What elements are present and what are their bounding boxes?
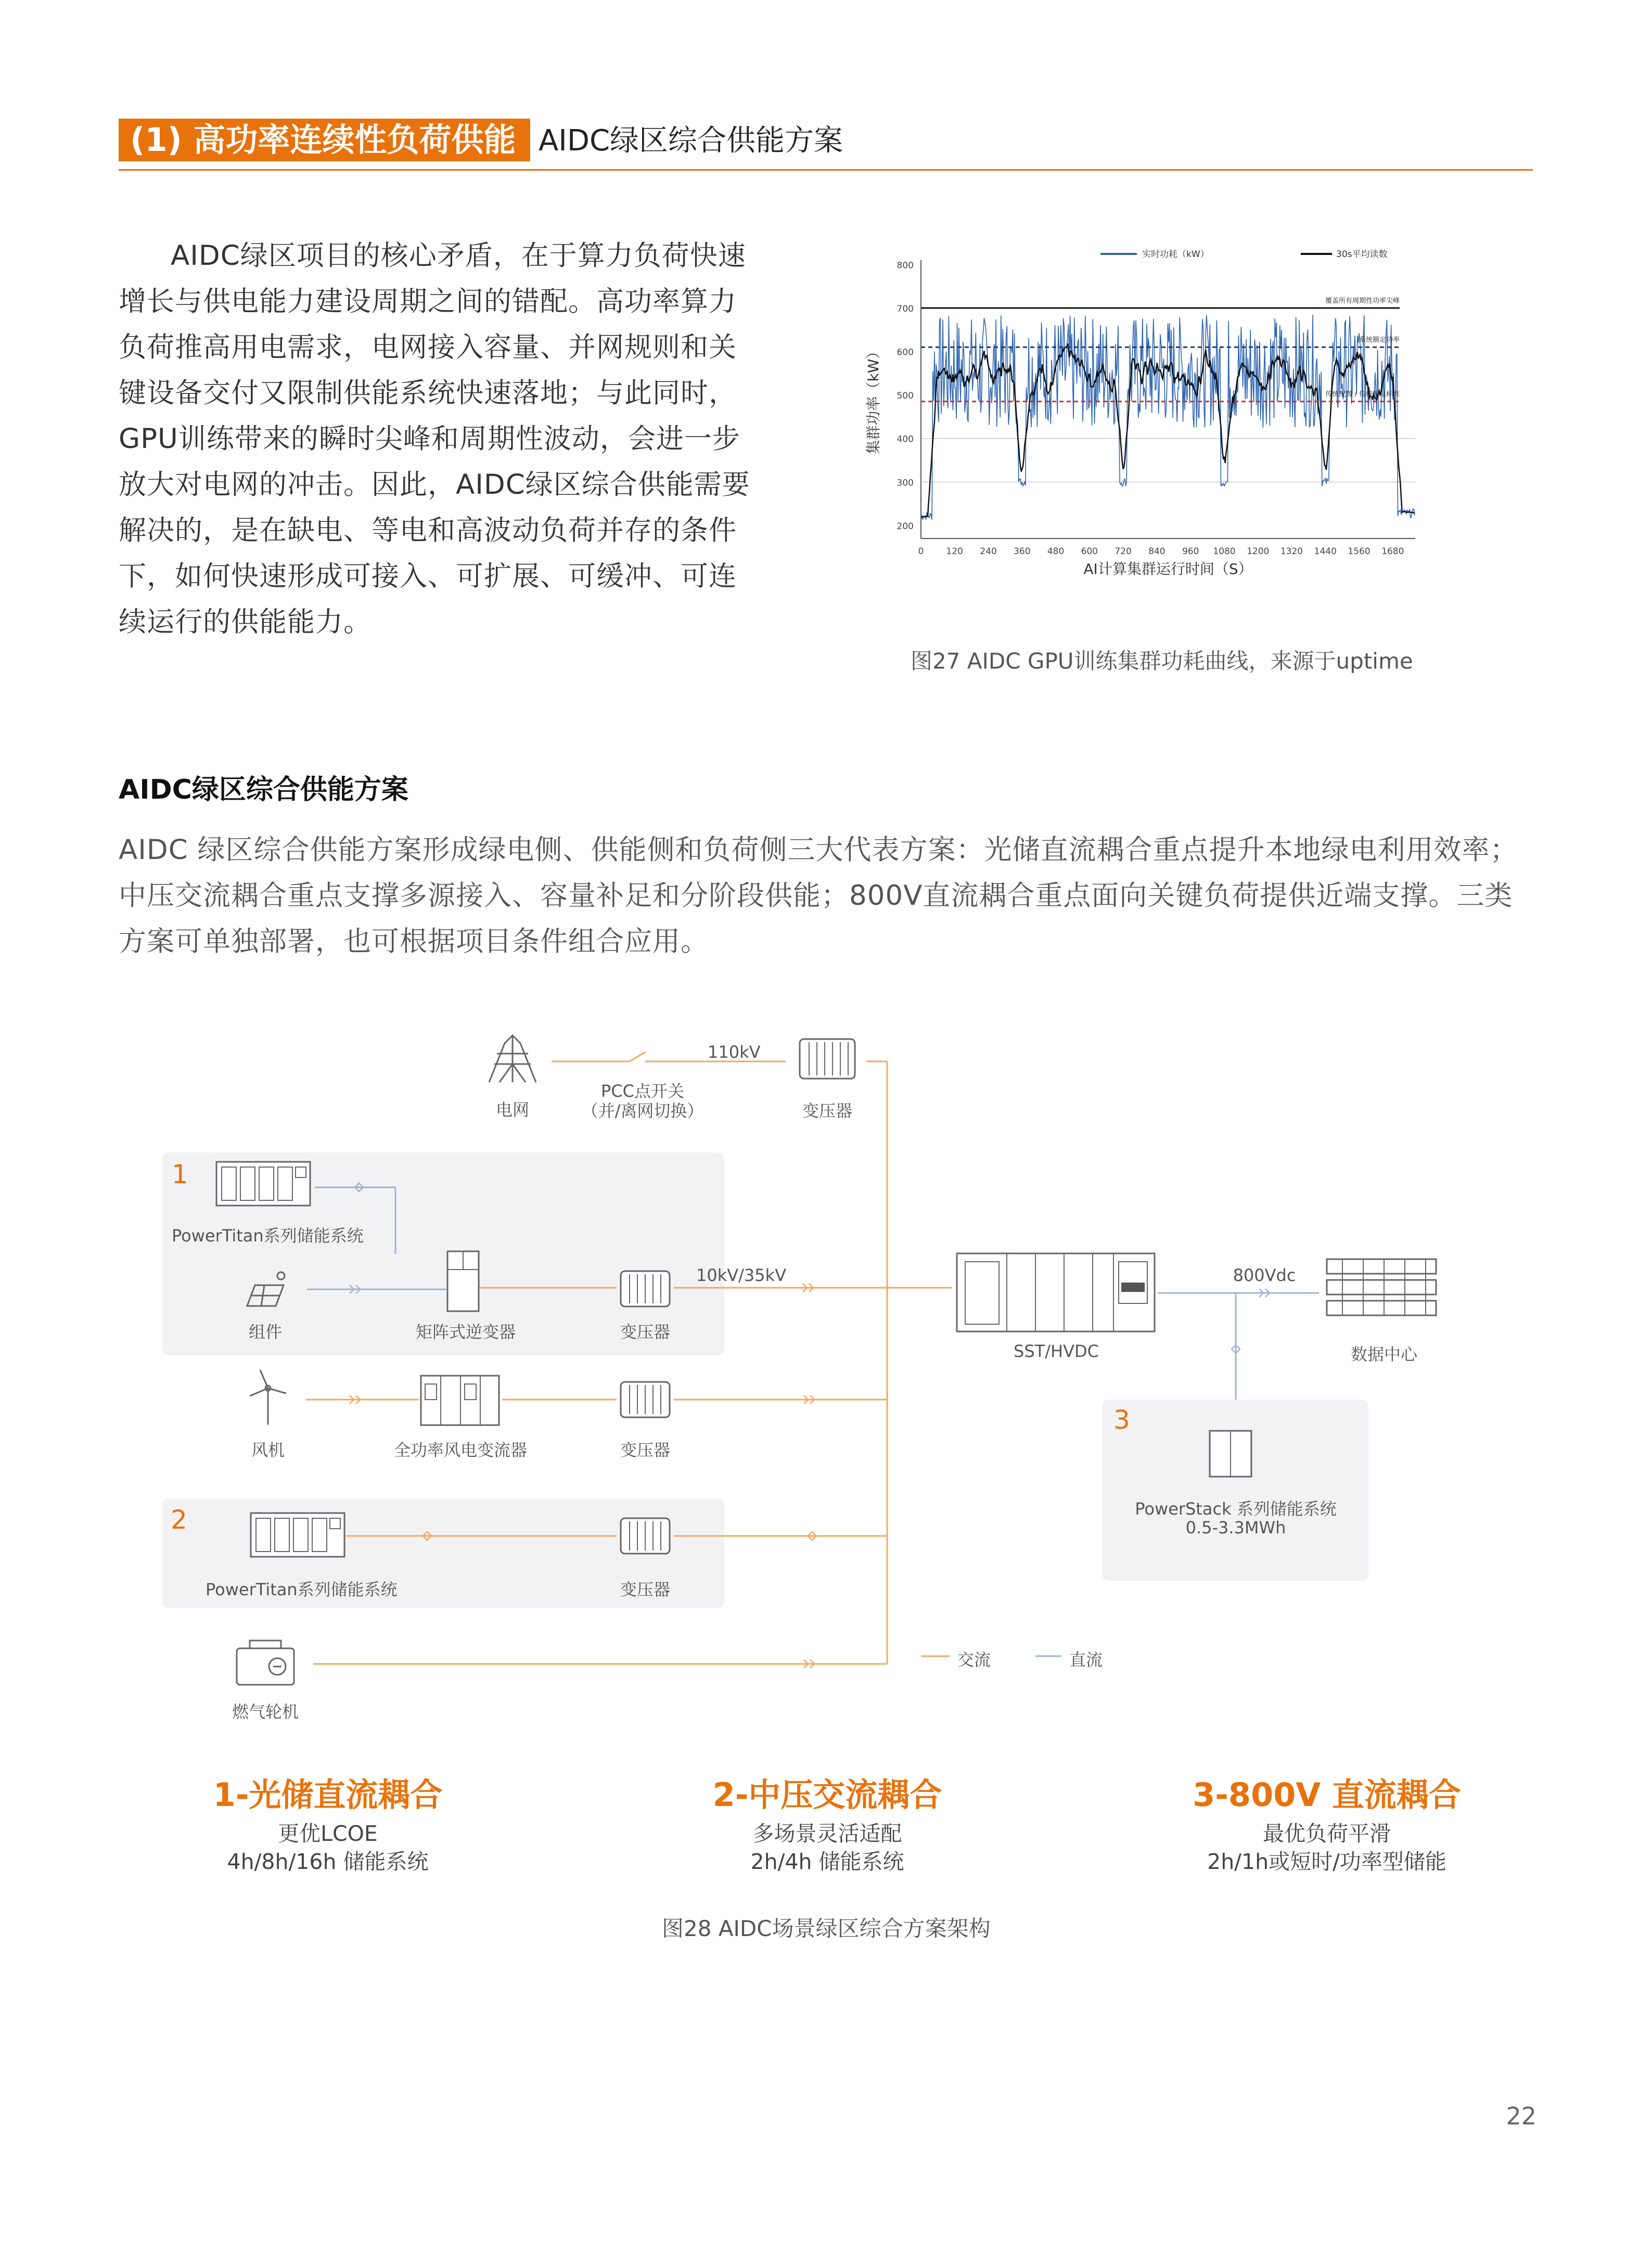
wind-converter-label: 全功率风电变流器 [393,1440,527,1460]
chart-svg [853,245,1457,619]
powertitan2-label: PowerTitan系列储能系统 [206,1580,398,1599]
solution-3-line1: 最优负荷平滑 [1263,1821,1391,1846]
legend-ac: 交流 [957,1650,991,1670]
solution-1-line1: 更优LCOE [278,1821,378,1846]
x-tick-label: 1320 [1280,546,1303,557]
legend-dc: 直流 [1069,1650,1103,1670]
x-tick-label: 360 [1014,546,1031,557]
gas-turbine-label: 燃气轮机 [232,1702,299,1722]
reference-line-label: 传统配置 / 传统配电标准 [1325,390,1400,399]
solution-1-line2: 4h/8h/16h 储能系统 [227,1849,429,1874]
x-tick-label: 120 [946,546,963,557]
wind-converter-icon [419,1374,502,1428]
x-tick-label: 0 [918,546,924,557]
solution-1 [114,1769,541,1876]
transformer-icon-1 [617,1267,674,1311]
voltage-10-35kv: 10kV/35kV [696,1265,787,1285]
gas-turbine-icon [232,1638,299,1690]
transformer-icon-2 [617,1378,674,1422]
section2-paragraph: AIDC 绿区综合供能方案形成绿电侧、供能侧和负荷侧三大代表方案：光储直流耦合重点提升本地绿电利用效率；中压交流耦合重点支撑多源接入、容量补足和分阶段供能；800V直流耦合重点面向关键负荷提供近端支撑。三类方案可单独部署，也可根据项目条件组合应用。 [119,834,1518,957]
page-number: 22 [1506,2102,1536,2130]
sst-hvdc-icon [955,1251,1158,1335]
solution-2 [614,1769,1041,1876]
powerstack-label: PowerStack 系列储能系统 [1135,1499,1337,1519]
transformer1-label: 变压器 [620,1322,670,1342]
wind-label: 风机 [251,1440,285,1460]
powertitan-icon-2 [249,1509,348,1561]
wind-turbine-icon [245,1367,291,1427]
x-tick-label: 720 [1115,546,1132,557]
x-tick-label: 600 [1081,546,1098,557]
intro-paragraph: AIDC绿区项目的核心矛盾，在于算力负荷快速增长与供电能力建设周期之间的错配。高功率算力负荷推高用电需求，电网接入容量、并网规则和关键设备交付又限制供能系统快速落地；与此同时，GPU训练带来的瞬时尖峰和周期性波动，会进一步放大对电网的冲击。因此，AIDC绿区综合供能需要解决的，是在缺电、等电和高波动负荷并存的条件下，如何快速形成可接入、可扩展、可缓冲、可连续运行的供能能力。 [119,240,750,638]
x-tick-label: 240 [980,546,997,557]
series-realtime-line [921,315,1415,520]
voltage-110kv: 110kV [708,1042,761,1062]
x-axis-label: AI计算集群运行时间（S） [1083,560,1253,578]
figure27-caption: 图27 AIDC GPU训练集群功耗曲线，来源于uptime [911,648,1413,674]
panel1-number: 1 [172,1159,188,1189]
grid-label: 电网 [495,1100,529,1120]
x-tick-label: 1560 [1348,546,1371,557]
transformer3-label: 变压器 [620,1580,670,1599]
x-tick-label: 480 [1047,546,1065,557]
figure28-caption: 图28 AIDC场景绿区综合方案架构 [662,1916,991,1941]
x-tick-label: 1080 [1213,546,1236,557]
panel3-number: 3 [1113,1405,1130,1435]
solution-2-line2: 2h/4h 储能系统 [750,1849,904,1874]
legend-label-realtime: 实时功耗（kW） [1142,249,1209,260]
panel2-number: 2 [171,1505,187,1535]
inverter-label: 矩阵式逆变器 [415,1322,516,1342]
powerstack-capacity: 0.5-3.3MWh [1185,1518,1286,1538]
y-tick-label: 400 [897,434,914,445]
x-tick-label: 1440 [1314,546,1337,557]
y-tick-label: 700 [897,303,914,314]
datacenter-label: 数据中心 [1350,1344,1417,1364]
x-tick-label: 1200 [1247,546,1270,557]
y-tick-label: 500 [897,391,914,402]
solution-2-line1: 多场景灵活适配 [752,1821,902,1846]
section2-title: AIDC绿区综合供能方案 [119,774,408,805]
sst-label: SST/HVDC [1014,1341,1099,1361]
transformer2-label: 变压器 [620,1440,670,1460]
inverter-icon [445,1249,481,1314]
solution-3-title: 3-800V 直流耦合 [1193,1776,1461,1814]
solution-2-title: 2-中压交流耦合 [712,1776,942,1814]
section-subtitle: AIDC绿区综合供能方案 [539,124,843,158]
solution-1-title: 1-光储直流耦合 [213,1776,443,1814]
pcc-label: PCC点开关 [601,1081,684,1101]
y-tick-label: 300 [897,478,914,489]
powertitan-icon-1 [214,1158,313,1210]
transformer-top-label: 变压器 [802,1101,852,1121]
power-curve-chart [853,245,1457,619]
powertitan1-label: PowerTitan系列储能系统 [172,1226,364,1246]
reference-line-label: 覆盖所有周期性功率尖峰 [1325,297,1400,305]
x-tick-label: 840 [1148,546,1166,557]
x-tick-label: 1680 [1381,546,1404,557]
y-tick-label: 200 [897,521,914,532]
pv-panel-icon [242,1270,289,1311]
solution-3-line2: 2h/1h或短时/功率型储能 [1207,1849,1446,1874]
powerstack-icon [1207,1428,1254,1480]
transformer-top-icon [793,1033,861,1085]
solution-3 [1113,1769,1540,1876]
datacenter-icon [1322,1254,1441,1327]
section-tag: (1) 高功率连续性负荷供能 [119,119,530,161]
grid-tower-icon [484,1033,541,1085]
x-tick-label: 960 [1182,546,1199,557]
reference-line-label: 系统额定功率 [1359,336,1400,344]
y-tick-label: 800 [897,260,914,271]
pv-label: 组件 [248,1322,282,1342]
y-axis-label: 集群功率（kW） [865,344,882,455]
transformer-icon-3 [617,1514,674,1558]
voltage-800vdc: 800Vdc [1233,1265,1296,1285]
y-tick-label: 600 [897,347,914,358]
legend-label-average: 30s平均读数 [1336,249,1388,260]
pcc-sublabel: （并/离网切换） [581,1101,704,1121]
header-divider [119,169,1533,171]
